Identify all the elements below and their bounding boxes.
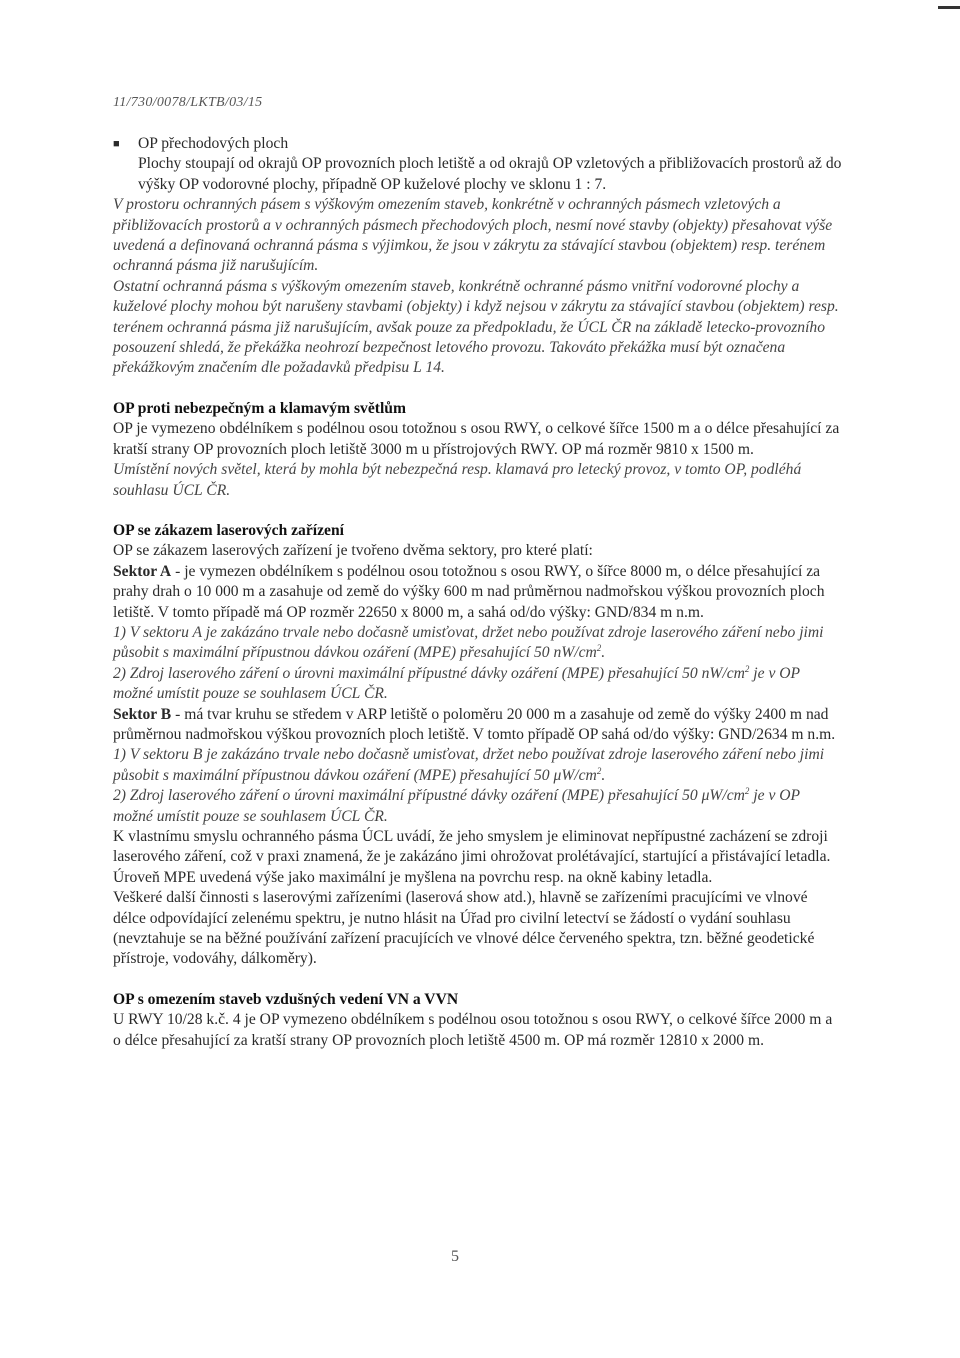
section-intro: OP se zákazem laserových zařízení je tvořeno dvěma sektory, pro které platí: (113, 542, 593, 560)
superscript: 2 (744, 663, 750, 674)
sector-b-paragraph (113, 705, 843, 746)
section-heading: OP proti nebezpečným a klamavým světlům (113, 399, 406, 417)
note-paragraph: V prostoru ochranných pásem s výškovým omezením staveb, konkrétně v ochranných pásmech vzletových a přibližovacích prostorů a v ochranných pásmech přechodových ploch, nesmí nové stavby (objekty) přesahovat výše uvedená a definovaná ochranná pásma s výjimkou, že jsou v zákrytu za stávající stavbou (objektem) resp. terénem ochranná pásma již narušujícím. (113, 196, 833, 275)
superscript: 2 (744, 786, 750, 796)
section-title: OP přechodových ploch (138, 135, 289, 152)
transition-surfaces-section (113, 134, 843, 195)
scan-edge-mark (938, 6, 960, 9)
sector-a-label: Sektor A (113, 562, 172, 580)
superscript: 2 (596, 643, 602, 654)
rule-end: . (601, 766, 606, 784)
power-lines-section (113, 990, 843, 1051)
sector-b-label: Sektor B (113, 705, 172, 723)
rule-text: 2) Zdroj laserového záření o úrovni maximální přípustné dávky ozáření (MPE) přesahující 50 nW/cm (113, 664, 745, 682)
sector-a-rule-1 (113, 623, 843, 664)
rule-end: je v OP možné umístit pouze se souhlasem ÚCL ČR. (113, 664, 800, 703)
superscript: 2 (596, 765, 602, 776)
lights-section (113, 399, 843, 501)
section-text: U RWY 10/28 k.č. 4 je OP vymezeno obdélníkem s podélnou osou totožnou s osou RWY, o celkové šířce 2000 m a o délce přesahující za kratší strany OP provozních ploch letiště 4500 m. OP má rozměr 12810 x 2000 m. (113, 1011, 833, 1049)
sector-a-rule-2 (113, 664, 843, 705)
laser-section (113, 521, 843, 970)
note-paragraph: Ostatní ochranná pásma s výškovým omezením staveb, konkrétně ochranné pásmo vnitřní vodorovné plochy a kuželové plochy mohou být narušeny stavbami (objekty) i když nejsou v zákrytu za stávající stavbou (objektem) resp. terénem ochranná pásma již narušujícím, avšak pouze za předpokladu, že ÚCL ČR na základě letecko-provozního posouzení shledá, že překážka neohrozí bezpečnost letového provozu. Takováto překážka musí být označena překážkovým značením dle požadavků předpisu L 14. (113, 277, 839, 377)
section-heading: OP se zákazem laserových zařízení (113, 521, 344, 539)
section-text: Plochy stoupají od okrajů OP provozních ploch letiště a od okrajů OP vzletových a přibližovacích prostorů až do výšky OP vodorovné plochy, případně OP kuželové plochy ve sklonu 1 : 7. (138, 155, 842, 193)
section-text: OP je vymezeno obdélníkem s podélnou osou totožnou s osou RWY, o celkové šířce 1500 m a o délce přesahující za kratší strany OP provozních ploch letiště 3000 m u přístrojových RWY. OP má rozměr 9810 x 1500 m. (113, 420, 840, 458)
rule-end: . (601, 644, 606, 662)
section-heading: OP s omezením staveb vzdušných vedení VN a VVN (113, 990, 459, 1008)
document-body (113, 134, 843, 1051)
page-number: 5 (451, 1248, 459, 1265)
rule-text: 1) V sektoru B je zakázáno trvale nebo dočasně umisťovat, držet nebo používat zdroje laserového záření nebo jimi působit s maximální přípustnou dávkou ozáření (MPE) přesahující 50 μW/cm (113, 746, 825, 784)
document-reference: 11/730/0078/LKTB/03/15 (113, 95, 263, 110)
rule-text: 2) Zdroj laserového záření o úrovni maximální přípustné dávky ozáření (MPE) přesahující 50 μW/cm (113, 787, 745, 805)
rule-text: 1) V sektoru A je zakázáno trvale nebo dočasně umisťovat, držet nebo používat zdroje laserového záření nebo jimi působit s maximální přípustnou dávkou ozáření (MPE) přesahující 50 nW/cm (113, 623, 824, 662)
explanation-paragraph: Veškeré další činnosti s laserovými zařízeními (laserová show atd.), hlavně se zařízeními pracujícími ve vlnové délce odpovídající zelenému spektru, je nutno hlásit na Úřad pro civilní letectví se žádostí o vydání souhlasu (nevztahuje se na běžné používání zařízení pracujících ve vlnové délce červeného spektra, tzn. běžné geodetické přístroje, vodováhy, dálkoměry). (113, 889, 815, 968)
sector-a-text: - je vymezen obdélníkem s podélnou osou totožnou s osou RWY, o šířce 8000 m, o délce přesahující za prahy drah o 10 000 m a zasahuje od země do výšky 600 m nad průměrnou nadmořskou výškou provozních ploch letiště. V tomto případě má OP rozměr 22650 x 8000 m, a sahá od/do výšky: GND/834 m n.m. (113, 562, 825, 621)
sector-b-text: - má tvar kruhu se středem v ARP letiště o poloměru 20 000 m a zasahuje od země do výšky 2400 m nad průměrnou nadmořskou výškou provozních ploch letiště. V tomto případě OP sahá od/do výšky: GND/2634 m n.m. (113, 705, 836, 743)
bullet-square-icon: ■ (113, 138, 120, 150)
sector-a-paragraph (113, 562, 843, 623)
sector-b-rule-2 (113, 786, 843, 827)
explanation-paragraph: K vlastnímu smyslu ochranného pásma ÚCL uvádí, že jeho smyslem je eliminovat nepřípustné zacházení se zdroji laserového záření, což v praxi znamená, že je zakázáno jimi ohrožovat prolétávající, startující a přistávající letadla. Úroveň MPE uvedená výše jako maximální je myšlena na povrchu resp. na okně kabiny letadla. (113, 828, 831, 886)
sector-b-rule-1 (113, 745, 843, 786)
rule-end: je v OP možné umístit pouze se souhlasem ÚCL ČR. (113, 787, 800, 825)
note-paragraph: Umístění nových světel, která by mohla být nebezpečná resp. klamavá pro letecký provoz, v tomto OP, podléhá souhlasu ÚCL ČR. (113, 461, 802, 499)
